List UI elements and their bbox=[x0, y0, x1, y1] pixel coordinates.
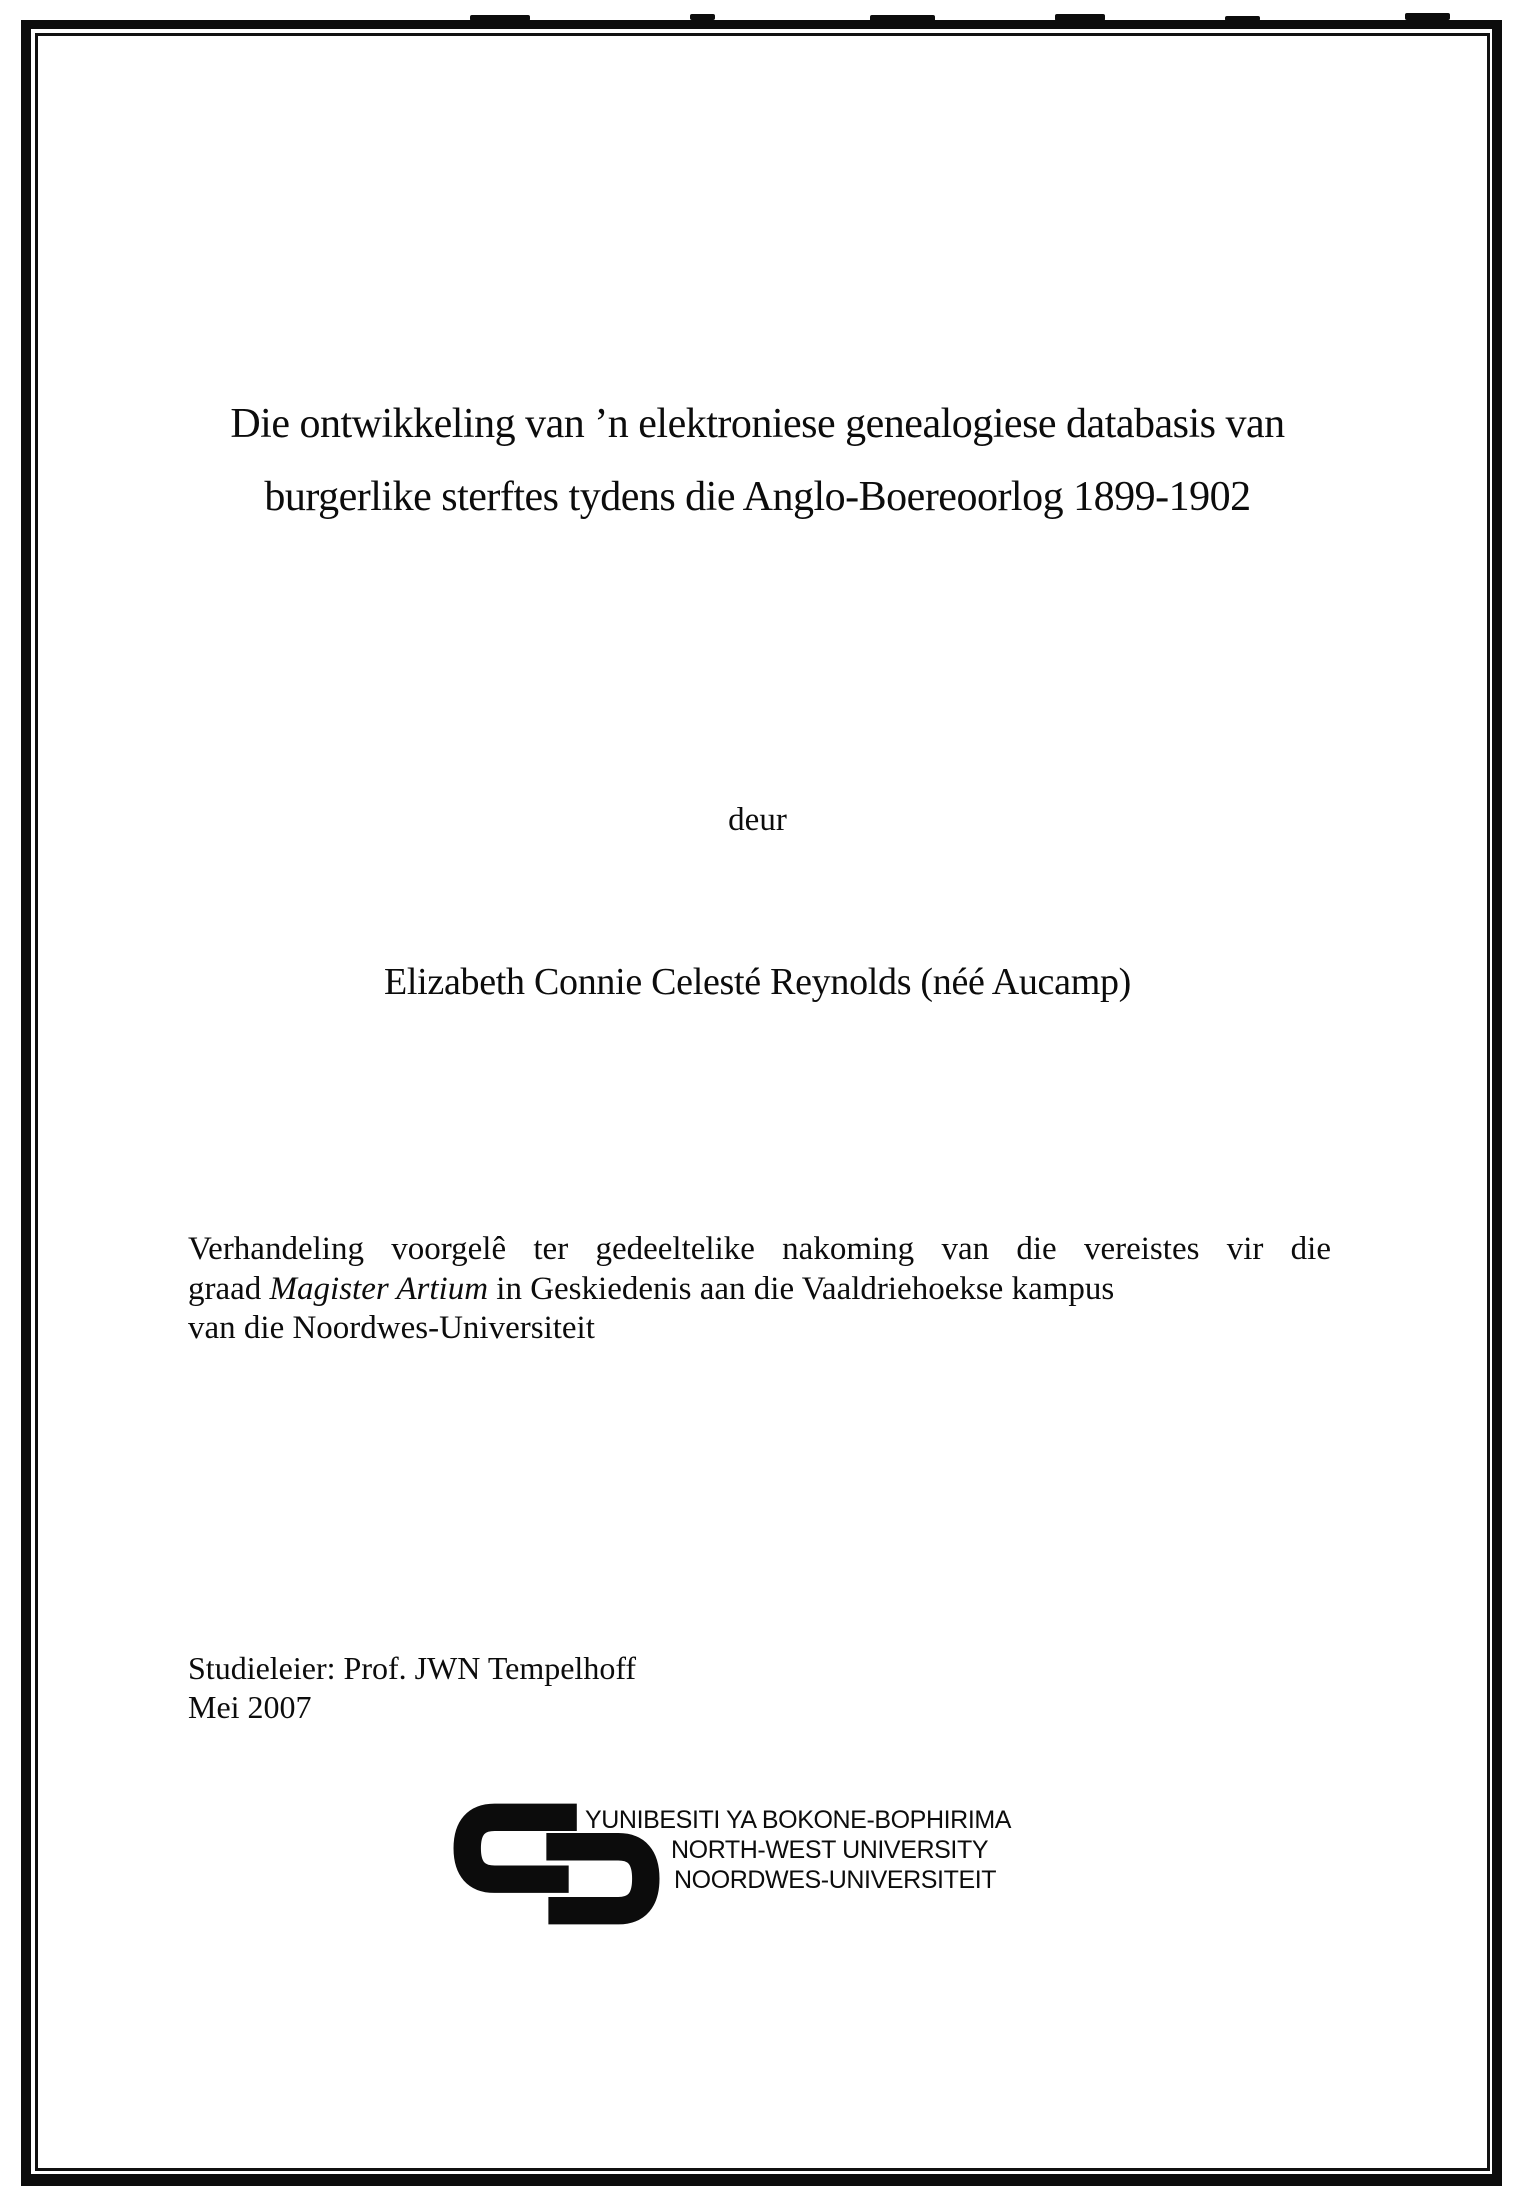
thesis-title bbox=[90, 388, 1425, 534]
statement-line2-suffix: in Geskiedenis aan die Vaaldriehoekse kampus bbox=[488, 1270, 1115, 1307]
statement-line2 bbox=[188, 1270, 1331, 1310]
thesis-title-line1: Die ontwikkeling van ’n elektroniese genealogiese databasis van bbox=[230, 401, 1285, 447]
scan-artifact bbox=[1225, 16, 1260, 21]
submission-statement bbox=[188, 1230, 1331, 1349]
thesis-title-line2: burgerlike sterftes tydens die Anglo-Boereoorlog 1899-1902 bbox=[264, 474, 1251, 520]
scan-artifact bbox=[690, 14, 715, 20]
date-line: Mei 2007 bbox=[188, 1688, 312, 1725]
statement-line3: van die Noordwes-Universiteit bbox=[188, 1310, 595, 1346]
degree-name: Magister Artium bbox=[269, 1270, 489, 1307]
logo-text-line3: NOORDWES-UNIVERSITEIT bbox=[674, 1866, 997, 1894]
supervisor-block bbox=[188, 1649, 636, 1726]
scan-artifact bbox=[1055, 14, 1105, 21]
scan-artifact bbox=[470, 15, 530, 21]
logo-text-line2: NORTH-WEST UNIVERSITY bbox=[671, 1836, 989, 1864]
supervisor-line: Studieleier: Prof. JWN Tempelhoff bbox=[188, 1650, 637, 1686]
university-logo-text bbox=[585, 1805, 1011, 1895]
statement-line1: Verhandeling voorgelê ter gedeeltelike nakoming van die vereistes vir die bbox=[188, 1231, 1331, 1267]
author-name: Elizabeth Connie Celesté Reynolds (néé Aucamp) bbox=[383, 961, 1132, 1003]
logo-text-line1: YUNIBESITI YA BOKONE-BOPHIRIMA bbox=[585, 1806, 1012, 1834]
scan-artifact bbox=[1405, 13, 1450, 20]
byline: deur bbox=[728, 802, 787, 838]
scan-artifact bbox=[870, 15, 935, 22]
statement-line2-prefix: graad bbox=[188, 1270, 270, 1307]
